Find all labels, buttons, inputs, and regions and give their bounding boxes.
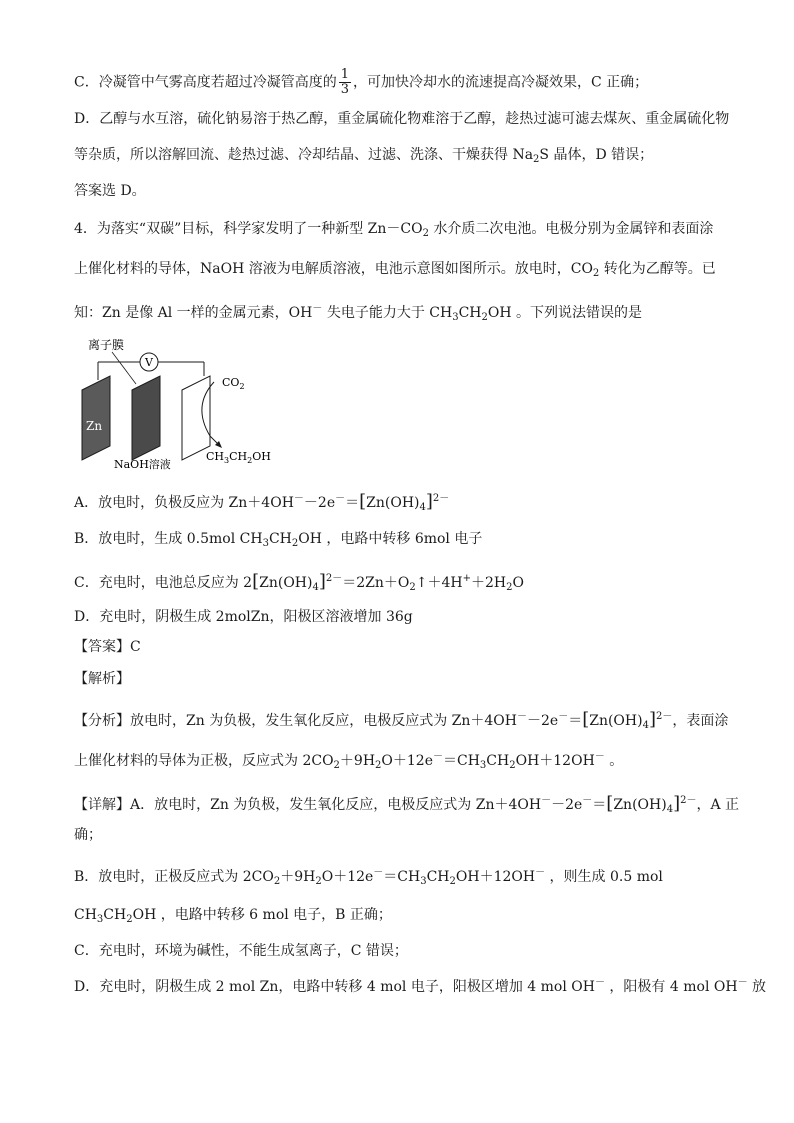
text: ，表面涂: [672, 713, 729, 729]
option-a: [74, 488, 734, 519]
text: －2e: [551, 797, 583, 813]
fraction-one-third: [339, 68, 351, 97]
membrane-label: 离子膜: [88, 338, 125, 352]
text: O: [512, 575, 524, 591]
option-d: [74, 606, 734, 628]
text: Zn(OH): [366, 495, 420, 511]
text: 放: [747, 979, 767, 995]
answer-q3: [74, 180, 734, 202]
text: －2e: [526, 713, 559, 729]
text: OH 。下列说法错误的是: [487, 305, 643, 321]
text: CH: [458, 305, 482, 321]
text: 水介质二次电池。电极分别为金属锌和表面涂: [428, 221, 714, 237]
text: ＝: [568, 713, 583, 729]
superscript: －: [541, 795, 552, 806]
text: 确；: [74, 827, 102, 843]
text: OH＋12OH: [455, 869, 536, 885]
zn-label: Zn: [86, 419, 103, 433]
text: ，可加快冷却水的流速提高冷凝效果，C 正确；: [353, 74, 649, 91]
text: Zn(OH): [259, 575, 313, 591]
xiangjie-line1: [74, 790, 740, 821]
voltmeter-label: V: [145, 356, 153, 369]
text: CH: [486, 753, 510, 769]
text: ↑＋4H: [415, 575, 463, 591]
solution-label: NaOH溶液: [114, 458, 171, 471]
subscript: 3: [262, 538, 269, 549]
superscript: 2－: [432, 493, 450, 504]
question-4-line2: [74, 258, 734, 285]
superscript: －: [335, 493, 346, 504]
text: D．乙醇与水互溶，硫化钠易溶于热乙醇，重金属硫化物难溶于乙醇，趁热过滤可滤去煤灰、重金属硫化物: [74, 111, 730, 127]
bracket-close: ]: [425, 491, 433, 512]
subscript: 2: [375, 760, 382, 771]
fenxi-line1: [74, 706, 734, 737]
membrane-pointer: [112, 352, 136, 384]
text: ＝CH: [443, 753, 480, 769]
text: Zn(OH): [613, 797, 667, 813]
subscript: 3: [96, 914, 104, 925]
subscript: 3: [479, 760, 487, 771]
text: 上催化材料的导体，NaOH 溶液为电解质溶液，电池示意图如图所示。放电时，CO: [74, 261, 593, 277]
text: C．充电时，电池总反应为 2: [74, 575, 253, 591]
text: 【解析】: [74, 671, 130, 687]
subscript: 3: [420, 876, 427, 887]
text: ＝: [345, 495, 360, 511]
text: ＋9H: [339, 753, 376, 769]
text: OH ，电路中转移 6mol 电子: [298, 531, 483, 547]
fraction-numerator: 1: [340, 67, 349, 82]
superscript: －: [433, 751, 443, 762]
superscript: －: [373, 867, 384, 878]
text: CH: [103, 907, 127, 923]
text: ＋9H: [280, 869, 316, 885]
text: 【答案】C: [74, 639, 141, 655]
xiangjie-b-line2: [74, 904, 734, 931]
subscript: 2: [481, 312, 488, 323]
xiangjie-c: [74, 940, 734, 962]
text: 知：Zn 是像 Al 一样的金属元素，OH: [74, 305, 313, 321]
subscript: 4: [642, 720, 649, 731]
bracket-open: [: [252, 571, 260, 592]
text: B．放电时，正极反应式为 2CO: [74, 869, 274, 885]
subscript: 2: [509, 760, 516, 771]
text: ，则生成 0.5 mol: [545, 869, 663, 885]
superscript: 2－: [680, 795, 697, 806]
option-c-q3: [74, 68, 734, 97]
text: －2e: [303, 495, 336, 511]
subscript: 2: [506, 582, 513, 593]
option-d-q3-line1: [74, 108, 734, 130]
subscript: 4: [419, 502, 426, 513]
text: ，阳极有 4 mol OH: [604, 979, 738, 995]
bracket-close: ]: [648, 709, 656, 730]
bracket-open: [: [606, 793, 614, 814]
fenxi-line2: [74, 746, 734, 777]
subscript: 2: [126, 914, 133, 925]
xiangjie-d: [74, 972, 767, 998]
text: C．充电时，环境为碱性，不能生成氢离子，C 错误；: [74, 943, 408, 959]
subscript: 2: [592, 268, 600, 279]
subscript: 3: [452, 312, 459, 323]
fraction-denominator: 3: [340, 82, 349, 97]
superscript: +: [462, 573, 472, 584]
superscript: －: [535, 867, 546, 878]
superscript: －: [312, 303, 323, 314]
text: CH: [268, 531, 292, 547]
subscript: 2: [315, 876, 322, 887]
subscript: 2: [449, 876, 456, 887]
option-d-q3-line2: [74, 144, 734, 171]
co2-label: $CO_2$: [222, 376, 245, 391]
text: C．冷凝管中气雾高度若超过冷凝管高度的: [74, 74, 337, 91]
bracket-open: [: [359, 491, 367, 512]
text: 转化为乙醇等。已: [599, 261, 716, 277]
battery-diagram: [74, 336, 284, 471]
text: 上催化材料的导体为正极，反应式为 2CO: [74, 753, 334, 769]
text: CH: [74, 907, 97, 923]
xiangjie-line2: [74, 824, 734, 846]
ion-membrane: [132, 376, 160, 460]
superscript: －: [293, 493, 304, 504]
subscript: 2: [422, 228, 429, 239]
subscript: 2: [273, 876, 281, 887]
answer-label: [74, 636, 734, 658]
superscript: －: [558, 711, 569, 722]
text: ＝: [592, 797, 607, 813]
subscript: 2: [409, 582, 416, 593]
text: ，A 正: [696, 797, 740, 813]
xiangjie-b-line1: [74, 862, 734, 893]
superscript: －: [516, 711, 527, 722]
text: ＝2Zn＋O: [342, 575, 410, 591]
text: O＋12e: [381, 753, 433, 769]
superscript: －: [594, 977, 605, 988]
text: ＋2H: [471, 575, 507, 591]
product-label: $CH_3CH_2OH$: [206, 450, 271, 465]
text: 等杂质，所以溶解回流、趁热过滤、冷却结晶、过滤、洗涤、干燥获得 Na: [74, 147, 534, 163]
bracket-close: ]: [318, 571, 326, 592]
superscript: －: [594, 751, 605, 762]
text: 4．为落实“双碳”目标，科学家发明了一种新型 Zn－CO: [74, 221, 423, 237]
option-c: [74, 568, 734, 599]
text: B．放电时，生成 0.5mol CH: [74, 531, 263, 547]
zn-electrode: [82, 376, 110, 460]
text: 答案选 D。: [74, 183, 146, 199]
text: A．放电时，负极反应为 Zn＋4OH: [74, 495, 294, 511]
superscript: －: [737, 977, 748, 988]
subscript: 2: [291, 538, 299, 549]
superscript: －: [582, 795, 593, 806]
text: OH ，电路中转移 6 mol 电子，B 正确；: [132, 907, 392, 923]
bracket-open: [: [582, 709, 590, 730]
text: 【分析】放电时，Zn 为负极，发生氧化反应，电极反应式为 Zn＋4OH: [74, 713, 517, 729]
question-4-line3: [74, 298, 734, 329]
subscript: 4: [312, 582, 319, 593]
text: S 晶体，D 错误；: [539, 147, 654, 163]
text: Zn(OH): [589, 713, 643, 729]
superscript: 2－: [325, 573, 343, 584]
text: ＝CH: [383, 869, 421, 885]
catalyst-electrode: [182, 376, 210, 460]
subscript: 2: [333, 760, 340, 771]
text: O＋12e: [321, 869, 374, 885]
superscript: 2－: [655, 711, 673, 722]
text: 【详解】A．放电时，Zn 为负极，发生氧化反应，电极反应式为 Zn＋4OH: [74, 797, 542, 813]
text: OH＋12OH: [515, 753, 595, 769]
text: CH: [426, 869, 450, 885]
subscript: 4: [666, 804, 674, 815]
text: 失电子能力大于 CH: [322, 305, 453, 321]
analysis-label: [74, 668, 734, 690]
option-b: [74, 528, 734, 555]
text: D．充电时，阴极生成 2 mol Zn，电路中转移 4 mol 电子，阳极区增加 4 mol OH: [74, 979, 595, 995]
subscript: 2: [533, 154, 540, 165]
question-4-line1: [74, 218, 734, 245]
bracket-close: ]: [673, 793, 681, 814]
text: D．充电时，阴极生成 2molZn，阳极区溶液增加 36g: [74, 609, 413, 625]
text: 。: [604, 753, 624, 769]
